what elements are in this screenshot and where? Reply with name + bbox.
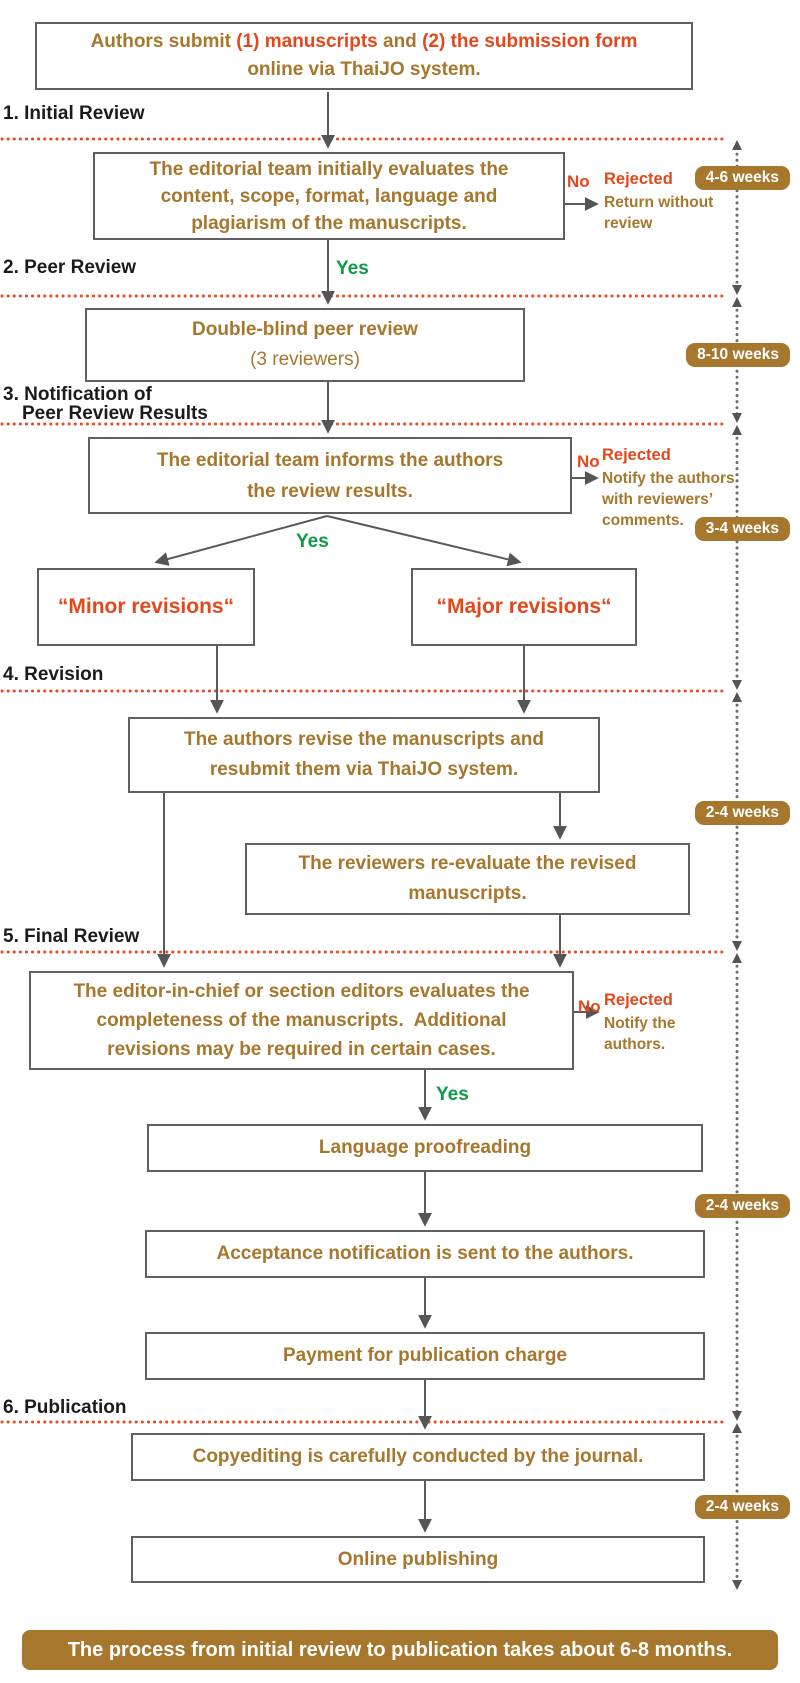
no-label-2: No — [577, 452, 600, 471]
yes-label-3: Yes — [436, 1084, 469, 1105]
inform-results-box — [88, 437, 572, 514]
section-peer-review: 2. Peer Review — [3, 257, 137, 278]
section-initial-review: 1. Initial Review — [3, 103, 145, 124]
yes-label-2: Yes — [296, 531, 329, 552]
reject-note-2-title: Rejected — [602, 446, 671, 464]
duration-badge-4: 2-4 weeks — [695, 801, 790, 825]
reevaluate-line1: The reviewers re-evaluate the revised — [298, 853, 637, 874]
submit-box — [35, 22, 693, 90]
section-publication: 6. Publication — [3, 1397, 127, 1418]
reevaluate-line2: manuscripts. — [408, 883, 527, 904]
final-review-box — [29, 971, 574, 1070]
no-label-1: No — [567, 172, 590, 191]
reject-note-2-line1: Notify the authors — [602, 470, 735, 487]
inform-line1: The editorial team informs the authors — [156, 449, 504, 471]
copyediting-label: Copyediting is carefully conducted by the journal. — [192, 1446, 644, 1467]
revise-line1: The authors revise the manuscripts and — [183, 729, 545, 750]
submit-seg1: Authors submit — [90, 31, 237, 52]
reject-note-1-line2: review — [604, 215, 653, 232]
major-revisions-label: “Major revisions“ — [436, 595, 612, 618]
submit-line1 — [91, 28, 638, 56]
reject-note-1-title: Rejected — [604, 170, 673, 188]
acceptance-box — [145, 1230, 705, 1278]
online-publishing-label: Online publishing — [337, 1548, 499, 1570]
duration-badge-5: 2-4 weeks — [695, 1194, 790, 1218]
proofreading-box — [147, 1124, 703, 1172]
reject-note-3 — [604, 991, 714, 1055]
initial-review-line1: The editorial team initially evaluates the — [149, 158, 509, 180]
peer-review-box — [85, 308, 525, 382]
copyediting-box — [131, 1433, 705, 1481]
revise-line2: resubmit them via ThaiJO system. — [209, 759, 519, 780]
section-revision: 4. Revision — [3, 664, 104, 685]
payment-box — [145, 1332, 705, 1380]
reject-note-2-line2: with reviewers’ — [602, 491, 714, 508]
reject-note-3-line1: Notify the — [604, 1015, 676, 1032]
minor-revisions-box — [37, 568, 255, 646]
revise-box — [128, 717, 600, 793]
initial-review-line3: plagiarism of the manuscripts. — [191, 212, 467, 234]
initial-review-box — [93, 152, 565, 240]
yes-label-1: Yes — [336, 258, 369, 279]
section-notification-line1: 3. Notification of — [3, 384, 152, 405]
duration-badge-2: 8-10 weeks — [686, 343, 790, 367]
duration-badge-1: 4-6 weeks — [695, 166, 790, 190]
major-revisions-box — [411, 568, 637, 646]
duration-badge-3: 3-4 weeks — [695, 517, 790, 541]
final-review-line3: revisions may be required in certain cases. — [107, 1039, 496, 1060]
submit-seg2: (1) manuscripts — [236, 31, 383, 52]
peer-review-subtitle: (3 reviewers) — [250, 349, 360, 370]
no-label-3: No — [578, 997, 601, 1016]
payment-label: Payment for publication charge — [283, 1345, 567, 1366]
section-notification-line2: Peer Review Results — [22, 403, 208, 424]
inform-line2: the review results. — [247, 480, 413, 502]
reject-note-3-title: Rejected — [604, 991, 673, 1009]
submit-seg4: (2) the submission form — [422, 31, 638, 52]
final-review-line2: completeness of the manuscripts. Additional — [96, 1010, 507, 1031]
reject-note-3-line2: authors. — [604, 1036, 666, 1053]
reject-note-1-line1: Return without — [604, 194, 714, 211]
peer-review-title: Double-blind peer review — [192, 319, 418, 340]
reject-note-2-line3: comments. — [602, 512, 684, 529]
summary-banner: The process from initial review to publication takes about 6-8 months. — [22, 1630, 778, 1670]
acceptance-label: Acceptance notification is sent to the authors. — [216, 1243, 634, 1264]
final-review-line1: The editor-in-chief or section editors evaluates the — [73, 981, 530, 1002]
online-publishing-box — [131, 1536, 705, 1583]
minor-revisions-label: “Minor revisions“ — [57, 595, 235, 618]
section-final-review: 5. Final Review — [3, 926, 140, 947]
duration-badge-6: 2-4 weeks — [695, 1495, 790, 1519]
submit-seg3: and — [383, 31, 423, 52]
reevaluate-box — [245, 843, 690, 915]
proofreading-label: Language proofreading — [318, 1137, 532, 1158]
initial-review-line2: content, scope, format, language and — [160, 185, 498, 207]
submit-line2: online via ThaiJO system. — [247, 59, 481, 80]
